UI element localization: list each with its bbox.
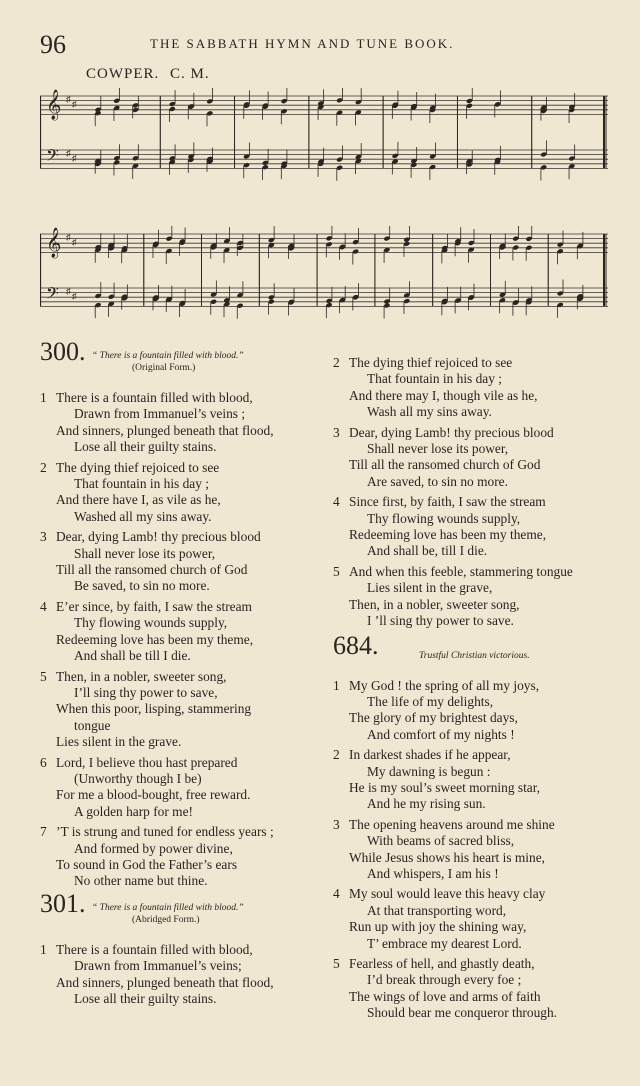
hymn-number: 684.: [333, 630, 379, 660]
verse-line-text: My God ! the spring of all my joys,: [349, 677, 540, 693]
hymn-form: (Original Form.): [132, 363, 196, 373]
hymn-300-heading: [40, 337, 330, 390]
verse-number: 5: [333, 563, 340, 579]
verse-line-text: Shall never lose its power,: [367, 441, 509, 457]
verse: [333, 494, 623, 560]
verse-line: [333, 527, 623, 543]
verse-line: [333, 441, 623, 457]
treble-clef-icon: 𝄞: [46, 228, 62, 258]
hymn-form: (Abridged Form.): [132, 914, 200, 925]
verse-line-text: Dear, dying Lamb! thy precious blood: [349, 424, 554, 440]
verse-number: 2: [333, 355, 340, 370]
verse: [40, 755, 330, 821]
hymn-301-verses-left: [40, 942, 330, 1008]
hymn-301-heading: [40, 888, 330, 942]
verse-line: [333, 564, 623, 580]
verse-line-text: Till all the ransomed church of God: [56, 562, 248, 578]
verse-line: [333, 543, 623, 559]
verse-line: [40, 546, 330, 562]
verse-line: [40, 771, 330, 787]
verse: [333, 355, 623, 421]
verse-line-text: The wings of love and arms of faith: [349, 988, 541, 1004]
verse-line: [40, 958, 330, 974]
sharp-icon: ♯: [66, 148, 71, 158]
verse-line-text: Lord, I believe thou hast prepared: [56, 754, 238, 770]
verse-line-text: He is my soul’s sweet morning star,: [349, 779, 541, 795]
verse-line: [40, 648, 330, 664]
verse-line-text: E’er since, by faith, I saw the stream: [56, 598, 252, 614]
verse-line: [40, 460, 330, 476]
verse-line: [333, 989, 623, 1005]
verse: [40, 669, 330, 751]
verse-number: 1: [40, 390, 47, 405]
verse-line-text: Since first, by faith, I saw the stream: [349, 494, 546, 510]
verse-line-text: Redeeming love has been my theme,: [56, 631, 254, 647]
verse-line-text: tongue: [74, 717, 111, 733]
hymn-note: [92, 902, 244, 926]
verse: [40, 390, 330, 456]
verse-line: [40, 615, 330, 631]
verse-number: 1: [40, 941, 47, 957]
verse: [333, 817, 623, 883]
verse-line: [333, 903, 623, 919]
verse-line: [333, 956, 623, 972]
verse-line-text: (Unworthy though I be): [74, 770, 202, 786]
verse-line-text: To sound in God the Father’s ears: [56, 856, 238, 872]
verse-line: [333, 972, 623, 988]
verse-line-text: Lose all their guilty stains.: [74, 439, 217, 455]
page-number: 96: [40, 30, 66, 59]
verse-line: [333, 780, 623, 796]
verse-number: 4: [333, 494, 340, 510]
verse-line: [40, 824, 330, 840]
verse-line-text: When this poor, lisping, stammering: [56, 701, 252, 717]
verse-line-text: In darkest shades if he appear,: [349, 747, 511, 763]
verse: [40, 942, 330, 1008]
verse-line-text: Be saved, to sin no more.: [74, 578, 210, 594]
verse-number: 5: [333, 956, 340, 971]
tune-heading: [86, 66, 210, 83]
verse: [40, 599, 330, 665]
hymn-number: 300.: [40, 337, 86, 366]
sharp-icon: ♯: [66, 232, 71, 242]
verse-line-text: Fearless of hell, and ghastly death,: [349, 956, 535, 971]
tune-name: COWPER.: [86, 66, 160, 82]
verse-line-text: Shall never lose its power,: [74, 545, 216, 561]
verse-line-text: For me a blood-bought, free reward.: [56, 787, 251, 803]
verse: [333, 564, 623, 630]
verse-line-text: ’T is strung and tuned for endless years ;: [56, 824, 274, 840]
verse-number: 7: [40, 824, 47, 840]
verse-line-text: T’ embrace my dearest Lord.: [367, 935, 522, 951]
verse-line-text: Till all the ransomed church of God: [349, 457, 541, 473]
verse-line-text: While Jesus shows his heart is mine,: [349, 849, 546, 865]
verse: [40, 824, 330, 890]
verse: [333, 956, 623, 1022]
verse-line: [40, 755, 330, 771]
verse-line: [40, 685, 330, 701]
verse-line-text: And he my rising sun.: [367, 796, 486, 812]
music-system-1: [40, 88, 612, 194]
verse-number: 1: [333, 677, 340, 693]
verse: [333, 747, 623, 813]
verse-line-text: With beams of sacred bliss,: [367, 833, 515, 849]
verse-line: [333, 425, 623, 441]
verse-line: [40, 669, 330, 685]
verse-line-text: No other name but thine.: [74, 873, 208, 889]
verse-line: [40, 718, 330, 734]
hymn-first-line-note: “ There is a fountain filled with blood.”: [92, 351, 244, 361]
verse-line-text: And whispers, I am his !: [367, 865, 499, 881]
verse-line: [333, 678, 623, 694]
bass-clef-icon: 𝄢: [46, 283, 59, 307]
verse-line: [40, 975, 330, 991]
verse-line: [40, 492, 330, 508]
verse: [40, 460, 330, 526]
hymn-684-heading: [333, 630, 623, 678]
sharp-icon: ♯: [66, 94, 71, 104]
verse: [333, 678, 623, 744]
verse-line-text: The dying thief rejoiced to see: [56, 459, 220, 475]
running-head: THE SABBATH HYMN AND TUNE BOOK.: [150, 36, 455, 51]
verse-line: [40, 734, 330, 750]
treble-clef-icon: 𝄞: [46, 90, 62, 120]
verse-line: [333, 936, 623, 952]
verse-line-text: The glory of my brightest days,: [349, 710, 518, 726]
verse-line-text: I’d break through every foe ;: [367, 972, 522, 988]
verse-line: [333, 511, 623, 527]
verse-number: 4: [40, 598, 47, 614]
verse-line-text: My dawning is begun :: [367, 763, 491, 779]
verse-line: [333, 474, 623, 490]
verse-line: [333, 886, 623, 902]
verse-line: [333, 371, 623, 387]
verse-line: [333, 404, 623, 420]
sharp-icon: ♯: [66, 286, 71, 296]
verse-line-text: That fountain in his day ;: [367, 371, 502, 387]
verse-line-text: Redeeming love has been my theme,: [349, 527, 547, 543]
verse-line-text: And formed by power divine,: [74, 840, 233, 856]
verse: [333, 886, 623, 952]
verse-number: 3: [333, 816, 340, 832]
verse-line-text: The opening heavens around me shine: [349, 816, 555, 832]
verse-line: [333, 597, 623, 613]
verse-line-text: Should bear me conqueror through.: [367, 1005, 558, 1021]
verse-line-text: At that transporting word,: [367, 902, 507, 918]
verse-line: [333, 919, 623, 935]
verse-line: [40, 390, 330, 406]
verse-line-text: Are saved, to sin no more.: [367, 473, 508, 489]
verse-line-text: Run up with joy the shining way,: [349, 919, 527, 935]
verse-line: [40, 529, 330, 545]
verse-number: 5: [40, 668, 47, 684]
verse-line: [333, 580, 623, 596]
verse-line-text: Thy flowing wounds supply,: [367, 510, 521, 526]
verse-line: [333, 817, 623, 833]
verse-line-text: Drawn from Immanuel’s veins ;: [74, 406, 246, 422]
verse-line: [333, 796, 623, 812]
verse-line: [40, 599, 330, 615]
verse-line: [40, 406, 330, 422]
verse-line: [333, 494, 623, 510]
verse-line-text: Thy flowing wounds supply,: [74, 615, 228, 631]
verse-line-text: I’ll sing thy power to save,: [74, 684, 218, 700]
verse-line-text: And sinners, plunged beneath that flood,: [56, 974, 274, 990]
verse-line: [40, 701, 330, 717]
verse-line: [40, 439, 330, 455]
verse-line-text: The dying thief rejoiced to see: [349, 355, 513, 370]
hymn-note: [92, 350, 244, 374]
verse-line-text: And shall be till I die.: [74, 648, 191, 664]
verse-line-text: My soul would leave this heavy clay: [349, 886, 546, 902]
meter: C. M.: [170, 66, 210, 82]
verse-number: 6: [40, 754, 47, 770]
verse-line: [333, 833, 623, 849]
hymn-684-verses: [333, 678, 623, 1022]
verse-line-text: Drawn from Immanuel’s veins;: [74, 958, 242, 974]
verse-line-text: Wash all my sins away.: [367, 404, 492, 420]
verse-line: [40, 632, 330, 648]
verse-line: [40, 873, 330, 889]
verse-line: [40, 578, 330, 594]
verse-line: [40, 562, 330, 578]
verse-line: [333, 747, 623, 763]
verse-line: [333, 1005, 623, 1021]
verse-line: [40, 841, 330, 857]
verse-line: [40, 476, 330, 492]
sharp-icon: ♯: [72, 153, 77, 163]
verse-line: [333, 613, 623, 629]
verse-line: [40, 787, 330, 803]
verse-line-text: The life of my delights,: [367, 693, 494, 709]
verse-number: 2: [333, 747, 340, 763]
hymn-301-verses-right: [333, 355, 623, 630]
verse-line-text: I ’ll sing thy power to save.: [367, 613, 514, 629]
left-column: [40, 337, 330, 1011]
verse-line: [333, 850, 623, 866]
verse-line: [40, 509, 330, 525]
verse-line: [333, 457, 623, 473]
verse-line: [333, 355, 623, 371]
music-system-2: [40, 226, 612, 332]
hymn-300-verses: [40, 390, 330, 890]
verse-line-text: Lies silent in the grave.: [56, 734, 182, 750]
right-column: [333, 355, 623, 1026]
verse-line: [333, 388, 623, 404]
sharp-icon: ♯: [72, 237, 77, 247]
verse-line: [40, 857, 330, 873]
sharp-icon: ♯: [72, 99, 77, 109]
verse-line-text: And there have I, as vile as he,: [56, 492, 221, 508]
verse-line: [333, 764, 623, 780]
verse-line-text: There is a fountain filled with blood,: [56, 390, 253, 405]
verse-number: 4: [333, 886, 340, 902]
verse-line: [40, 942, 330, 958]
verse-number: 2: [40, 459, 47, 475]
verse-line-text: Lies silent in the grave,: [367, 580, 493, 596]
hymn-first-line-note: “ There is a fountain filled with blood.”: [92, 902, 244, 913]
verse-line-text: Lose all their guilty stains.: [74, 991, 217, 1006]
hymn-number: 301.: [40, 888, 86, 918]
bass-clef-icon: 𝄢: [46, 145, 59, 169]
verse-line-text: And there may I, though vile as he,: [349, 387, 538, 403]
verse-line-text: That fountain in his day ;: [74, 476, 209, 492]
verse-line: [333, 866, 623, 882]
verse-line-text: There is a fountain filled with blood,: [56, 941, 253, 957]
hymn-note: Trustful Christian victorious.: [419, 650, 530, 661]
verse-line-text: And shall be, till I die.: [367, 543, 488, 559]
verse-line-text: And sinners, plunged beneath that flood,: [56, 422, 274, 438]
verse-line: [40, 423, 330, 439]
verse-line-text: And when this feeble, stammering tongue: [349, 563, 573, 579]
verse-number: 3: [333, 424, 340, 440]
verse-number: 3: [40, 529, 47, 545]
verse-line-text: Then, in a nobler, sweeter song,: [349, 596, 520, 612]
verse-line: [333, 710, 623, 726]
sharp-icon: ♯: [72, 291, 77, 301]
verse-line-text: Washed all my sins away.: [74, 508, 212, 524]
verse-line: [333, 694, 623, 710]
verse-line-text: Then, in a nobler, sweeter song,: [56, 668, 227, 684]
verse-line: [40, 804, 330, 820]
verse: [333, 425, 623, 491]
verse: [40, 529, 330, 595]
verse-line: [333, 727, 623, 743]
verse-line-text: A golden harp for me!: [74, 803, 193, 819]
verse-line: [40, 991, 330, 1007]
verse-line-text: And comfort of my nights !: [367, 726, 515, 742]
verse-line-text: Dear, dying Lamb! thy precious blood: [56, 529, 261, 545]
